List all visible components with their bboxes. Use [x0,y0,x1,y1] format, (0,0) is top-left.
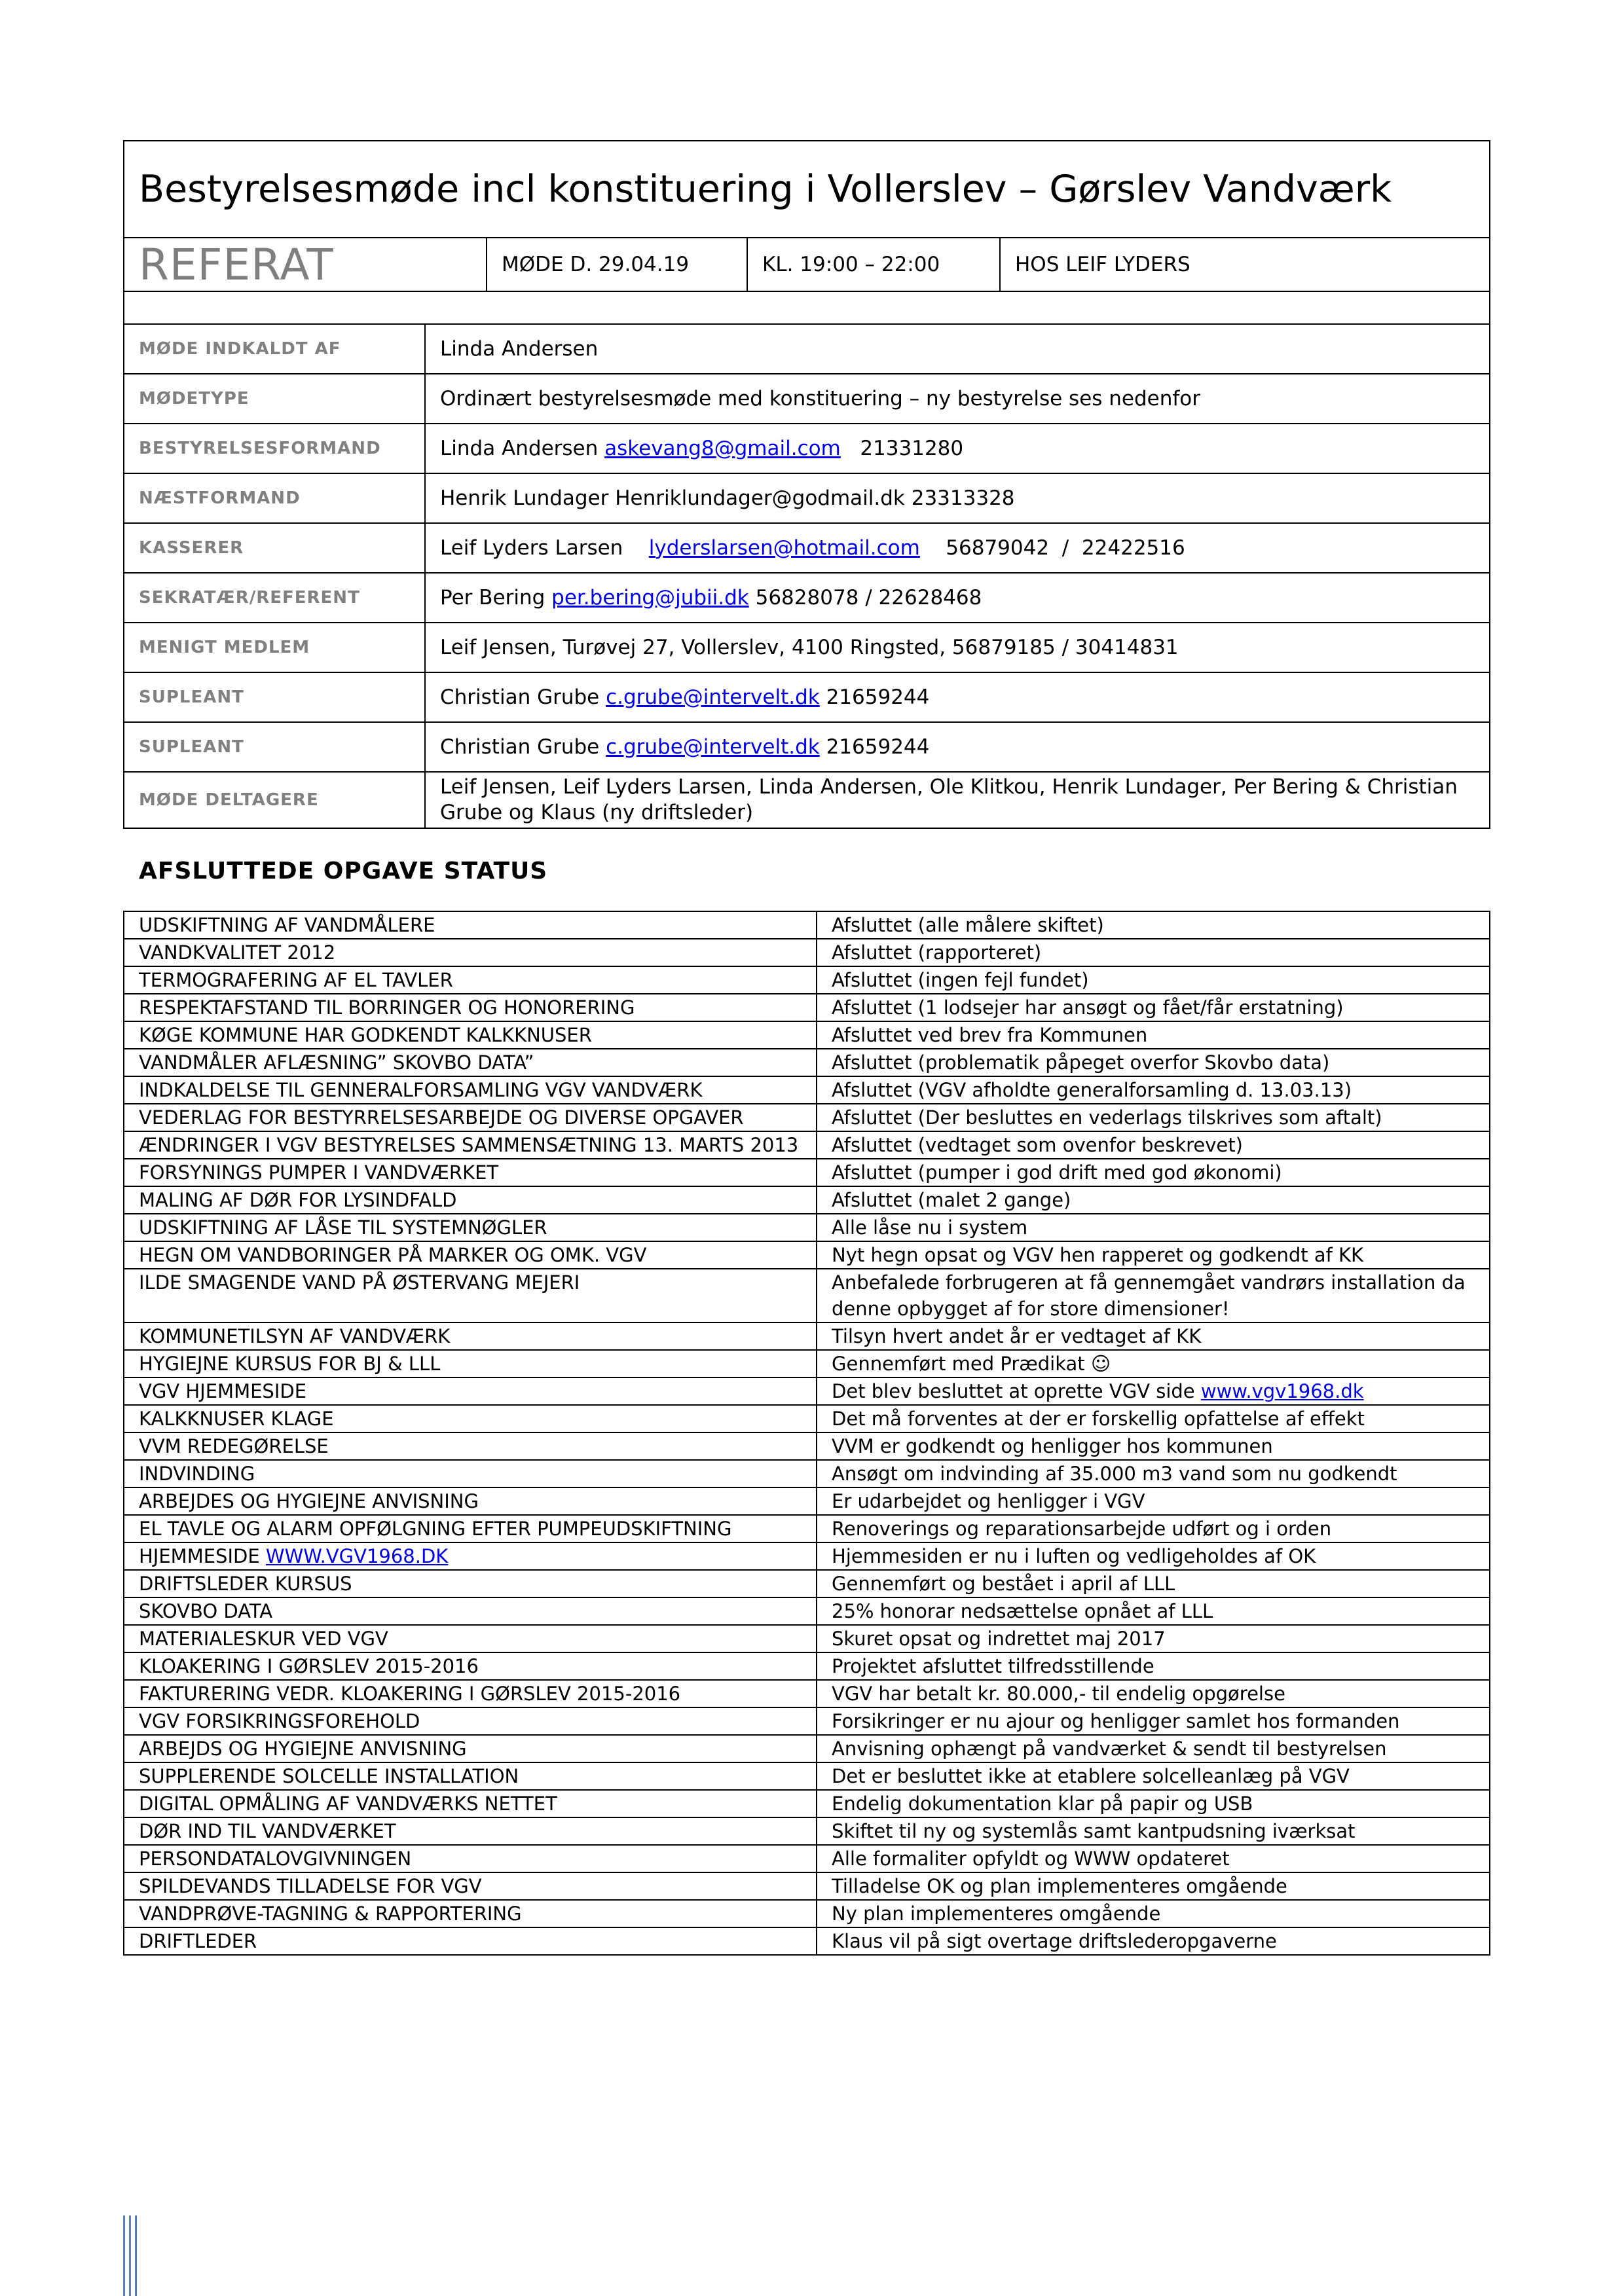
info-row [124,374,1489,424]
task-name: KOMMUNETILSYN AF VANDVÆRK [139,1325,451,1347]
meeting-time: KL. 19:00 – 22:00 [748,238,1001,291]
task-cell [124,1762,817,1790]
task-status: Alle låse nu i system [832,1216,1028,1239]
task-cell [124,1515,817,1542]
task-name: VGV HJEMMESIDE [139,1380,307,1402]
table-row [124,1597,1490,1625]
task-status: Det må forventes at der er forskellig opfattelse af effekt [832,1408,1365,1430]
info-value [426,574,1489,622]
task-name: MATERIALESKUR VED VGV [139,1628,388,1650]
task-cell [124,1076,817,1104]
task-name: MALING AF DØR FOR LYSINDFALD [139,1189,457,1211]
info-row [124,773,1489,828]
status-cell [817,1131,1490,1159]
status-cell [817,1405,1490,1432]
table-row [124,1350,1490,1377]
status-cell [817,1241,1490,1269]
task-cell [124,1350,817,1377]
phone-number: 21331280 [860,436,964,460]
table-row [124,1542,1490,1570]
table-row [124,1241,1490,1269]
status-cell [817,1845,1490,1872]
task-name: VANDPRØVE-TAGNING & RAPPORTERING [139,1903,522,1925]
task-status: Endelig dokumentation klar på papir og USB [832,1793,1253,1815]
task-name: ILDE SMAGENDE VAND PÅ ØSTERVANG MEJERI [139,1271,580,1294]
info-label: SUPLEANT [124,723,426,771]
task-name: RESPEKTAFSTAND TIL BORRINGER OG HONORERING [139,996,635,1019]
task-name: KALKKNUSER KLAGE [139,1408,334,1430]
email-link[interactable]: c.grube@intervelt.dk [606,735,820,759]
task-status: Tilladelse OK og plan implementeres omgående [832,1875,1287,1897]
table-row [124,1432,1490,1460]
info-label: NÆSTFORMAND [124,474,426,522]
info-row [124,474,1489,524]
task-cell [124,1186,817,1214]
status-cell [817,1322,1490,1350]
task-status: Afsluttet (1 lodsejer har ansøgt og fået/får erstatning) [832,996,1344,1019]
task-cell [124,911,817,939]
task-status: Afsluttet (malet 2 gange) [832,1189,1071,1211]
info-value: Linda Andersen [440,337,599,361]
task-cell [124,1432,817,1460]
status-cell [817,1515,1490,1542]
table-row [124,1790,1490,1817]
task-status: Afsluttet (vedtaget som ovenfor beskrevet) [832,1134,1243,1156]
task-cell [124,1021,817,1049]
table-row [124,1707,1490,1735]
task-cell [124,1269,817,1322]
status-cell [817,1570,1490,1597]
info-label: MENIGT MEDLEM [124,623,426,672]
info-row [124,623,1489,673]
task-cell [124,1131,817,1159]
task-name: DRIFTSLEDER KURSUS [139,1573,352,1595]
task-status: Afsluttet (problematik påpeget overfor Skovbo data) [832,1051,1330,1074]
status-cell [817,1487,1490,1515]
table-row [124,1405,1490,1432]
task-cell [124,1570,817,1597]
status-cell [817,1076,1490,1104]
task-cell [124,1241,817,1269]
status-cell [817,1021,1490,1049]
task-cell [124,1680,817,1707]
status-cell [817,1762,1490,1790]
email-link[interactable]: per.bering@jubii.dk [551,585,749,610]
task-name: UDSKIFTNING AF VANDMÅLERE [139,914,435,936]
table-row [124,1104,1490,1131]
task-name: FORSYNINGS PUMPER I VANDVÆRKET [139,1161,499,1184]
task-status: Afsluttet (alle målere skiftet) [832,914,1104,936]
task-status: Nyt hegn opsat og VGV hen rapperet og godkendt af KK [832,1244,1364,1266]
task-status: Afsluttet (Der besluttes en vederlags tilskrives som aftalt) [832,1106,1382,1129]
website-link[interactable]: www.vgv1968.dk [1200,1380,1364,1402]
task-status: Afsluttet (VGV afholdte generalforsamling d. 13.03.13) [832,1079,1352,1101]
task-name: ARBEJDS OG HYGIEJNE ANVISNING [139,1738,467,1760]
referat-cell [124,238,487,291]
table-row [124,1735,1490,1762]
table-row [124,1076,1490,1104]
task-cell [124,1790,817,1817]
spacer-row [124,292,1489,325]
task-name: HYGIEJNE KURSUS FOR BJ & LLL [139,1353,441,1375]
status-cell [817,966,1490,994]
status-cell [817,1790,1490,1817]
status-cell [817,1186,1490,1214]
task-cell [124,1377,817,1405]
task-status: Ansøgt om indvinding af 35.000 m3 vand som nu godkendt [832,1463,1397,1485]
task-cell [124,1460,817,1487]
task-status: Gennemført med Prædikat ☺ [832,1353,1111,1375]
table-row [124,1186,1490,1214]
phone-number: 21659244 [826,735,930,759]
status-cell [817,1159,1490,1186]
status-cell [817,1707,1490,1735]
table-row [124,1377,1490,1405]
phone-number: 21659244 [826,685,930,709]
task-status: Er udarbejdet og henligger i VGV [832,1490,1145,1512]
phone-number: 56879042 / 22422516 [946,536,1185,560]
status-cell [817,1214,1490,1241]
task-name: SPILDEVANDS TILLADELSE FOR VGV [139,1875,482,1897]
task-name: PERSONDATALOVGIVNINGEN [139,1848,412,1870]
status-cell [817,1900,1490,1927]
task-status: Ny plan implementeres omgående [832,1903,1161,1925]
info-row [124,673,1489,723]
task-cell [124,1845,817,1872]
info-value: Ordinært bestyrelsesmøde med konstituering – ny bestyrelse ses nedenfor [440,386,1201,410]
task-name: INDKALDELSE TIL GENNERALFORSAMLING VGV VANDVÆRK [139,1079,703,1101]
table-row [124,1131,1490,1159]
task-status: VGV har betalt kr. 80.000,- til endelig opgørelse [832,1683,1285,1705]
info-label: MØDETYPE [124,374,426,423]
table-row [124,1570,1490,1597]
task-status: Projektet afsluttet tilfredsstillende [832,1655,1154,1677]
task-status: Anbefalede forbrugeren at få gennemgået vandrørs installation da denne opbygget af for store dimensioner! [832,1271,1472,1320]
title-row [124,141,1489,238]
task-name: VGV FORSIKRINGSFOREHOLD [139,1710,420,1732]
info-value [426,424,1489,473]
task-name: DRIFTLEDER [139,1930,257,1952]
phone-number: 56828078 / 22628468 [755,585,982,610]
info-value [426,723,1489,771]
table-row [124,966,1490,994]
task-status: VVM er godkendt og henligger hos kommunen [832,1435,1273,1457]
table-row [124,1680,1490,1707]
table-row [124,1460,1490,1487]
document-page [123,140,1490,1956]
info-row [124,325,1489,374]
task-status: Alle formaliter opfyldt og WWW opdateret [832,1848,1230,1870]
task-status: Anvisning ophængt på vandværket & sendt til bestyrelsen [832,1738,1387,1760]
task-status: Afsluttet ved brev fra Kommunen [832,1024,1148,1046]
task-cell [124,994,817,1021]
status-cell [817,1735,1490,1762]
info-label: MØDE DELTAGERE [124,773,426,828]
info-row [124,424,1489,474]
section-title: AFSLUTTEDE OPGAVE STATUS [139,858,548,884]
task-status: Afsluttet (ingen fejl fundet) [832,969,1089,991]
task-name: INDVINDING [139,1463,255,1485]
table-row [124,1159,1490,1186]
table-row [124,1872,1490,1900]
task-name: VEDERLAG FOR BESTYRRELSESARBEJDE OG DIVERSE OPGAVER [139,1106,744,1129]
status-cell [817,994,1490,1021]
info-label: SUPLEANT [124,673,426,721]
task-cell [124,1405,817,1432]
status-cell [817,1542,1490,1570]
status-cell [817,1817,1490,1845]
task-name: UDSKIFTNING AF LÅSE TIL SYSTEMNØGLER [139,1216,547,1239]
info-row [124,723,1489,773]
info-value [426,524,1489,572]
table-row [124,1021,1490,1049]
person-name: Christian Grube [440,735,600,759]
table-row [124,911,1490,939]
person-name: Linda Andersen [440,436,599,460]
task-cell [124,939,817,966]
status-cell [817,1432,1490,1460]
table-row [124,1487,1490,1515]
task-cell [124,1049,817,1076]
status-cell [817,939,1490,966]
person-name: Christian Grube [440,685,600,709]
task-cell [124,966,817,994]
task-name: VVM REDEGØRELSE [139,1435,329,1457]
status-cell [817,1927,1490,1955]
task-name: ARBEJDES OG HYGIEJNE ANVISNING [139,1490,479,1512]
table-row [124,1927,1490,1955]
task-name: VANDKVALITET 2012 [139,941,336,964]
info-row [124,574,1489,623]
info-value: Leif Jensen, Turøvej 27, Vollerslev, 4100 Ringsted, 56879185 / 30414831 [440,635,1179,659]
email-link[interactable]: askevang8@gmail.com [604,436,841,460]
document-title: Bestyrelsesmøde incl konstituering i Vollerslev – Gørslev Vandværk [139,168,1392,211]
table-row [124,1049,1490,1076]
task-name: KØGE KOMMUNE HAR GODKENDT KALKKNUSER [139,1024,592,1046]
task-status: Det er besluttet ikke at etablere solcelleanlæg på VGV [832,1765,1350,1787]
status-cell [817,1872,1490,1900]
table-row [124,1269,1490,1322]
task-status: 25% honorar nedsættelse opnået af LLL [832,1600,1213,1622]
table-row [124,1214,1490,1241]
task-cell [124,1214,817,1241]
task-status: Det blev besluttet at oprette VGV side [832,1380,1201,1402]
status-cell [817,1377,1490,1405]
task-cell [124,1707,817,1735]
task-name: DIGITAL OPMÅLING AF VANDVÆRKS NETTET [139,1793,557,1815]
meeting-host: HOS LEIF LYDERS [1015,253,1190,276]
meeting-date: MØDE D. 29.04.19 [487,238,748,291]
status-cell [817,1350,1490,1377]
task-status: Skuret opsat og indrettet maj 2017 [832,1628,1166,1650]
task-status: Forsikringer er nu ajour og henligger samlet hos formanden [832,1710,1400,1732]
task-name: EL TAVLE OG ALARM OPFØLGNING EFTER PUMPEUDSKIFTNING [139,1518,732,1540]
task-cell [124,1322,817,1350]
referat-label: REFERAT [139,239,334,290]
task-name: HJEMMESIDE [139,1545,266,1567]
task-status: Hjemmesiden er nu i luften og vedligeholdes af OK [832,1545,1316,1567]
table-row [124,994,1490,1021]
task-name: SUPPLERENDE SOLCELLE INSTALLATION [139,1765,519,1787]
task-cell [124,1104,817,1131]
task-status-table [123,911,1490,1956]
task-cell [124,1872,817,1900]
info-label: KASSERER [124,524,426,572]
table-row [124,939,1490,966]
status-cell [817,1049,1490,1076]
task-cell [124,1542,817,1570]
task-name: HEGN OM VANDBORINGER PÅ MARKER OG OMK. VGV [139,1244,647,1266]
table-row [124,1900,1490,1927]
page-edge-lines [123,2215,139,2296]
task-name: FAKTURERING VEDR. KLOAKERING I GØRSLEV 2015-2016 [139,1683,681,1705]
email-link[interactable]: lyderslarsen@hotmail.com [648,536,920,560]
table-row [124,1515,1490,1542]
info-value [426,673,1489,721]
status-cell [817,1269,1490,1322]
task-cell [124,1597,817,1625]
task-cell [124,1735,817,1762]
table-row [124,1762,1490,1790]
status-cell [817,911,1490,939]
info-value: Leif Jensen, Leif Lyders Larsen, Linda Andersen, Ole Klitkou, Henrik Lundager, Per Bering & Christian Grube og Klaus (ny driftsleder) [440,775,1458,824]
person-name: Per Bering [440,585,545,610]
task-name: KLOAKERING I GØRSLEV 2015-2016 [139,1655,479,1677]
status-cell [817,1460,1490,1487]
info-label: SEKRATÆR/REFERENT [124,574,426,622]
table-row [124,1625,1490,1652]
task-cell [124,1487,817,1515]
task-name: TERMOGRAFERING AF EL TAVLER [139,969,453,991]
status-cell [817,1104,1490,1131]
task-status: Tilsyn hvert andet år er vedtaget af KK [832,1325,1202,1347]
task-status: Skiftet til ny og systemlås samt kantpudsning iværksat [832,1820,1356,1842]
status-cell [817,1625,1490,1652]
status-cell [817,1680,1490,1707]
table-row [124,1322,1490,1350]
table-row [124,1652,1490,1680]
info-value: Henrik Lundager Henriklundager@godmail.dk 23313328 [440,486,1015,510]
website-link[interactable]: WWW.VGV1968.DK [265,1545,449,1567]
referat-row [124,238,1489,292]
task-cell [124,1817,817,1845]
status-cell [817,1652,1490,1680]
table-row [124,1817,1490,1845]
task-cell [124,1159,817,1186]
task-cell [124,1927,817,1955]
task-name: DØR IND TIL VANDVÆRKET [139,1820,396,1842]
task-name: SKOVBO DATA [139,1600,273,1622]
task-name: ÆNDRINGER I VGV BESTYRELSES SAMMENSÆTNING 13. MARTS 2013 [139,1134,799,1156]
person-name: Leif Lyders Larsen [440,536,623,560]
table-row [124,1845,1490,1872]
email-link[interactable]: c.grube@intervelt.dk [606,685,820,709]
task-status: Gennemført og bestået i april af LLL [832,1573,1175,1595]
task-cell [124,1652,817,1680]
header-box [123,140,1490,829]
task-cell [124,1900,817,1927]
info-row [124,524,1489,574]
task-status: Renoverings og reparationsarbejde udført og i orden [832,1518,1332,1540]
info-label: MØDE INDKALDT AF [124,325,426,373]
status-cell [817,1597,1490,1625]
task-status: Afsluttet (pumper i god drift med god økonomi) [832,1161,1282,1184]
task-status: Afsluttet (rapporteret) [832,941,1042,964]
task-status: Klaus vil på sigt overtage driftslederopgaverne [832,1930,1277,1952]
task-name: VANDMÅLER AFLÆSNING” SKOVBO DATA” [139,1051,534,1074]
info-label: BESTYRELSESFORMAND [124,424,426,473]
task-cell [124,1625,817,1652]
